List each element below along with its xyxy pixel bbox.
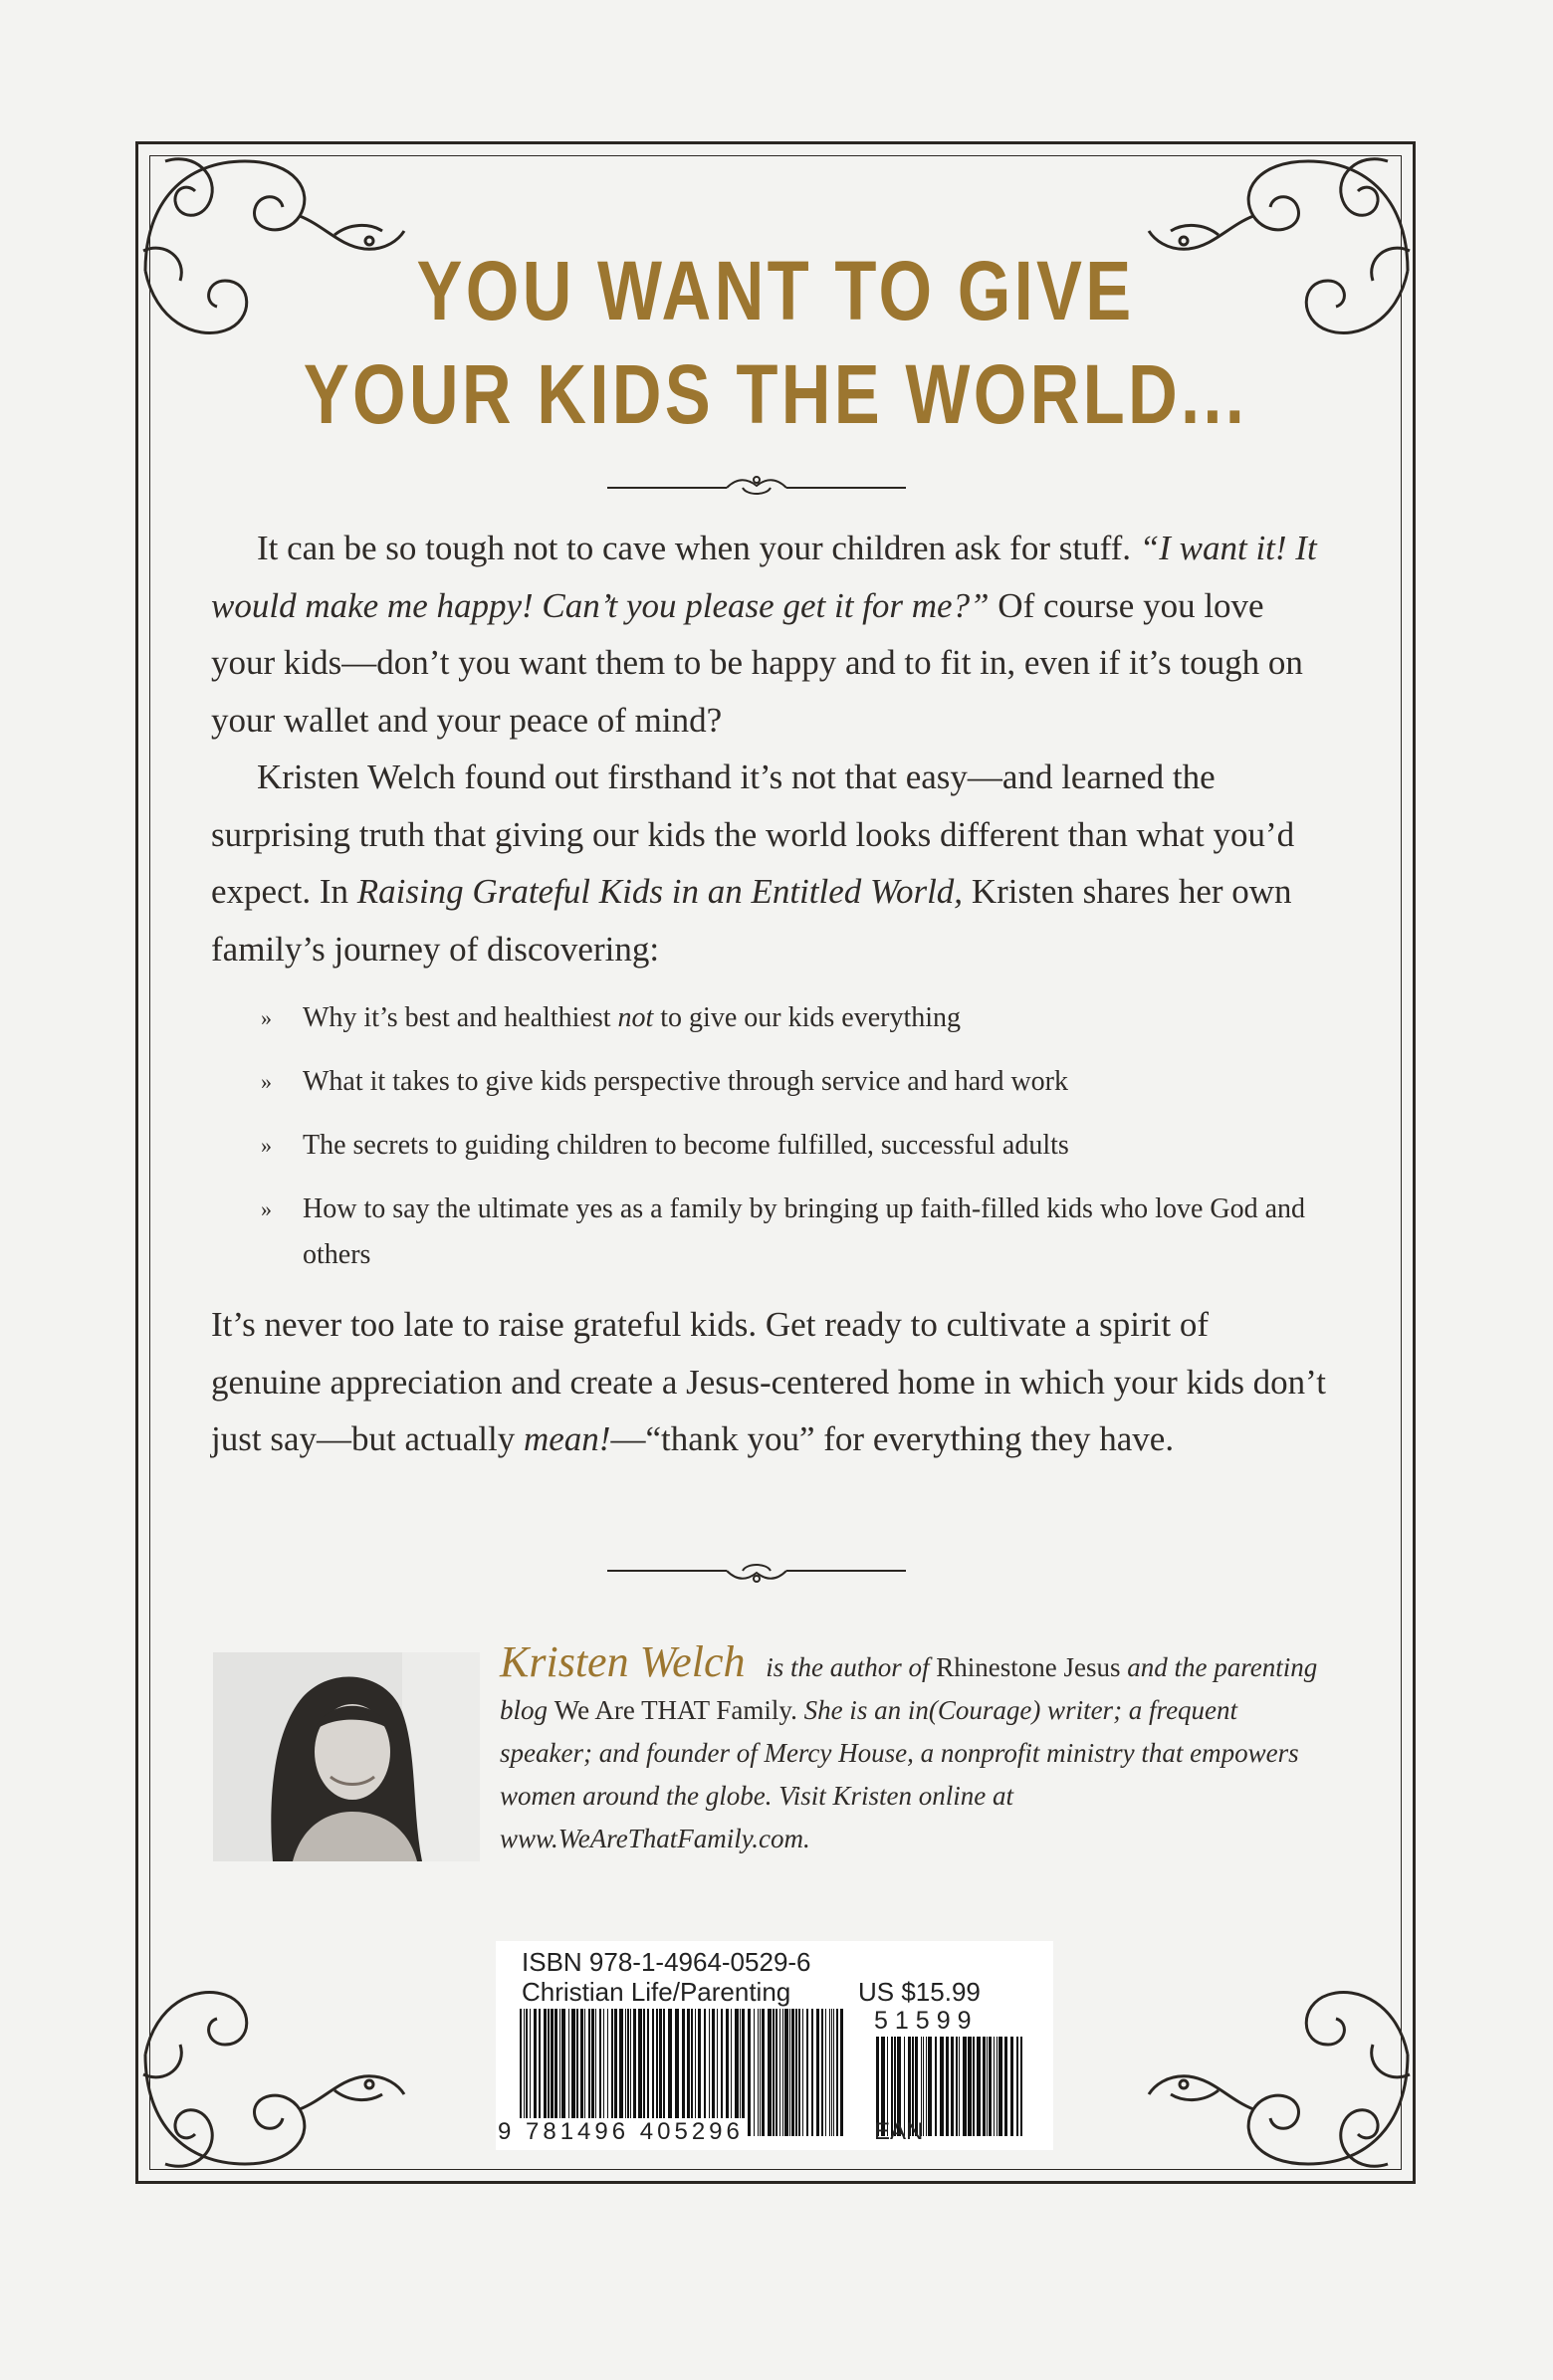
isbn-number: ISBN 978-1-4964-0529-6 [522, 1947, 811, 1977]
bullet-icon: » [261, 1133, 272, 1158]
ean-label: EAN [874, 2118, 924, 2145]
bullet-text: Why it’s best and healthiest [303, 1002, 618, 1033]
book-title: Raising Grateful Kids in an Entitled World, [356, 872, 964, 911]
list-item [261, 1059, 1326, 1105]
paragraph-2 [211, 749, 1326, 977]
category-label: Christian Life/Parenting [522, 1977, 791, 2007]
bullet-icon: » [261, 1196, 272, 1221]
bullet-icon: » [261, 1005, 272, 1030]
bullet-text: The secrets to guiding children to become fulfilled, successful adults [303, 1130, 1069, 1161]
p3-emphasis: mean! [523, 1419, 611, 1458]
corner-flourish-bottom-left [125, 1895, 424, 2194]
p1-quote: “I want it! It would make me happy! Can’t you please get it for me?” [211, 529, 1317, 625]
bullet-text-end: to give our kids everything [653, 1002, 962, 1033]
description [211, 520, 1326, 1468]
paragraph-1 [211, 520, 1326, 749]
list-item [261, 1123, 1326, 1169]
price-code: 51599 [874, 2007, 979, 2035]
author-bio [500, 1637, 1326, 1860]
list-item [261, 995, 1326, 1041]
ean-digits: 9 781496 405296 [498, 2118, 744, 2145]
author-name: Kristen Welch [500, 1637, 746, 1686]
author-photo [213, 1652, 480, 1861]
headline-line-2: YOUR KIDS THE WORLD... [303, 347, 1248, 441]
bio-text-1: is the author of [759, 1652, 937, 1682]
list-item [261, 1187, 1326, 1278]
ornament-divider-top [597, 466, 916, 506]
p3-text: It’s never too late to raise grateful kids. Get ready to cultivate a spirit of genuine appreciation and create a Jesus-centered home in which your kids don’t just say—but actually [211, 1305, 1326, 1458]
bio-blog-name: We Are THAT Family. [554, 1695, 797, 1725]
bullet-list [211, 995, 1326, 1278]
p1-rest: Of course you love your kids—don’t you want them to be happy and to fit in, even if it’s tough on your wallet and your peace of mind? [211, 585, 1303, 740]
headline-line-1: YOU WANT TO GIVE [416, 244, 1135, 337]
p3-rest: —“thank you” for everything they have. [610, 1419, 1175, 1458]
bio-text-3: She is an in(Courage) writer; a frequent speaker; and founder of Mercy House, a nonprofit ministry that empowers women around the globe. Visit Kristen online at www.WeAreThatFamily.com. [500, 1695, 1299, 1853]
bullet-text: How to say the ultimate yes as a family by bringing up faith-filled kids who love God and others [303, 1193, 1306, 1270]
paragraph-3 [211, 1296, 1326, 1468]
bio-text-2: and the parenting blog [500, 1652, 1318, 1725]
ornament-divider-bottom [597, 1553, 916, 1593]
bullet-text: What it takes to give kids perspective through service and hard work [303, 1066, 1068, 1097]
bullet-emphasis: not [617, 1002, 654, 1033]
p1-text: It can be so tough not to cave when your children ask for stuff. [257, 529, 1140, 567]
corner-flourish-bottom-right [1129, 1895, 1428, 2194]
bio-book-title: Rhinestone Jesus [936, 1652, 1121, 1682]
ean-barcode [520, 2009, 844, 2136]
bullet-icon: » [261, 1069, 272, 1094]
p2-text: Kristen Welch found out firsthand it’s not that easy—and learned the surprising truth that giving our kids the world looks different than what you’d expect. In [211, 757, 1295, 911]
headline [262, 239, 1289, 446]
p2-rest: Kristen shares her own family’s journey of discovering: [211, 872, 1292, 969]
isbn-info [522, 1947, 811, 2007]
price-label: US $15.99 [858, 1977, 981, 2007]
